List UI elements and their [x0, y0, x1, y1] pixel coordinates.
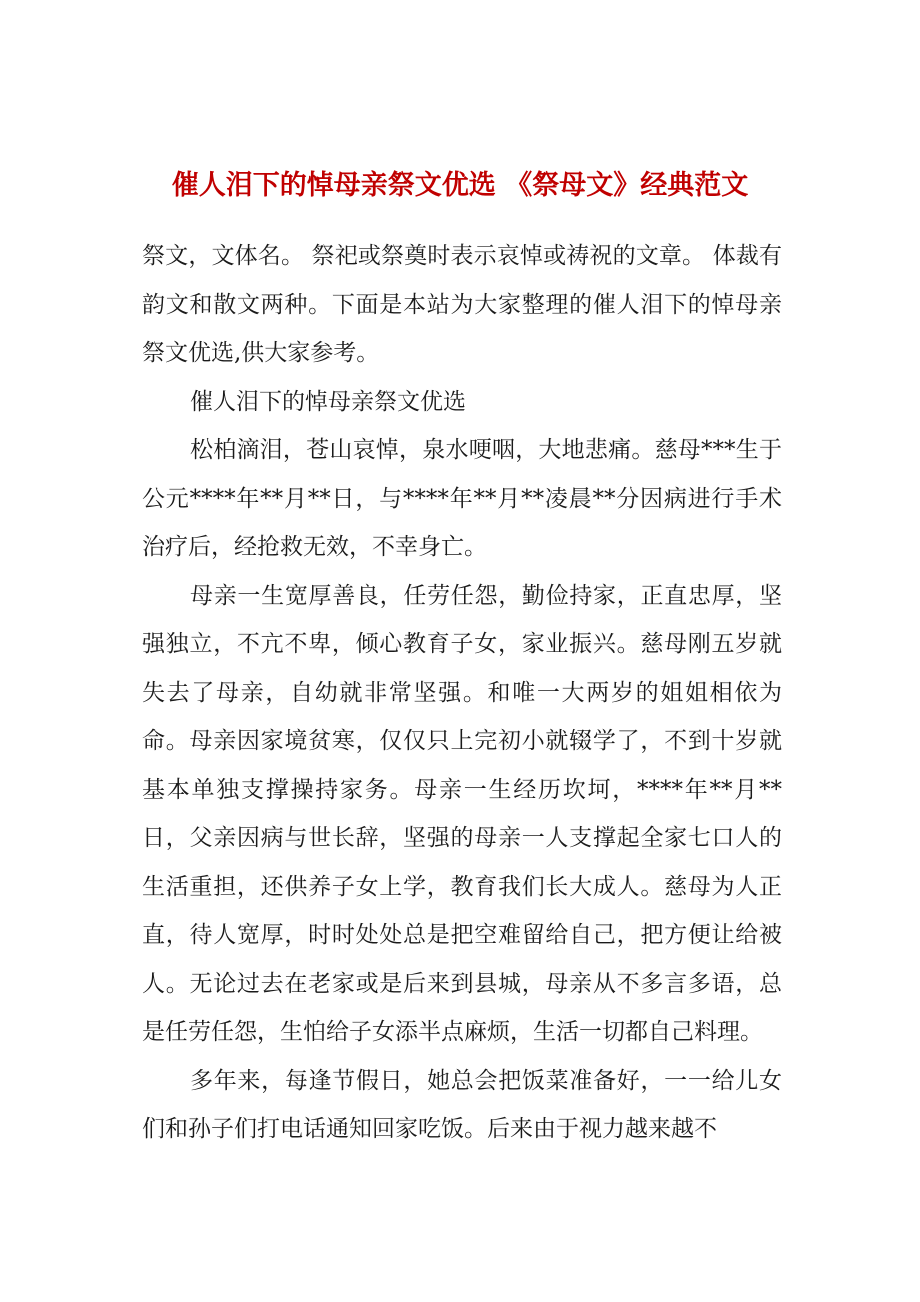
body-paragraph: 多年来，每逢节假日，她总会把饭菜准备好，一一给儿女们和孙子们打电话通知回家吃饭。后来由于视力越来越不	[142, 1067, 782, 1142]
intro-paragraph: 祭文，文体名。 祭祀或祭奠时表示哀悼或祷祝的文章。 体裁有韵文和散文两种。下面是本站为大家整理的催人泪下的悼母亲祭文优选,供大家参考。	[142, 243, 782, 366]
document-body	[142, 232, 782, 1154]
body-paragraph: 松柏滴泪，苍山哀悼，泉水哽咽，大地悲痛。慈母***生于公元****年**月**日，与****年**月**凌晨**分因病进行手术治疗后，经抢救无效，不幸身亡。	[142, 437, 782, 560]
document-title: 催人泪下的悼母亲祭文优选 《祭母文》经典范文	[171, 170, 749, 201]
body-paragraph: 母亲一生宽厚善良，任劳任怨，勤俭持家，正直忠厚，坚强独立，不亢不卑，倾心教育子女，家业振兴。慈母刚五岁就失去了母亲，自幼就非常坚强。和唯一大两岁的姐姐相依为命。母亲因家境贫寒，仅仅只上完初小就辍学了，不到十岁就基本单独支撑操持家务。母亲一生经历坎坷，****年**月**日，父亲因病与世长辞，坚强的母亲一人支撑起全家七口人的生活重担，还供养子女上学，教育我们长大成人。慈母为人正直，待人宽厚，时时处处总是把空难留给自己，把方便让给被人。无论过去在老家或是后来到县城，母亲从不多言多语，总是任劳任怨，生怕给子女添半点麻烦，生活一切都自己料理。	[142, 582, 782, 1045]
section-heading: 催人泪下的悼母亲祭文优选	[190, 388, 466, 415]
